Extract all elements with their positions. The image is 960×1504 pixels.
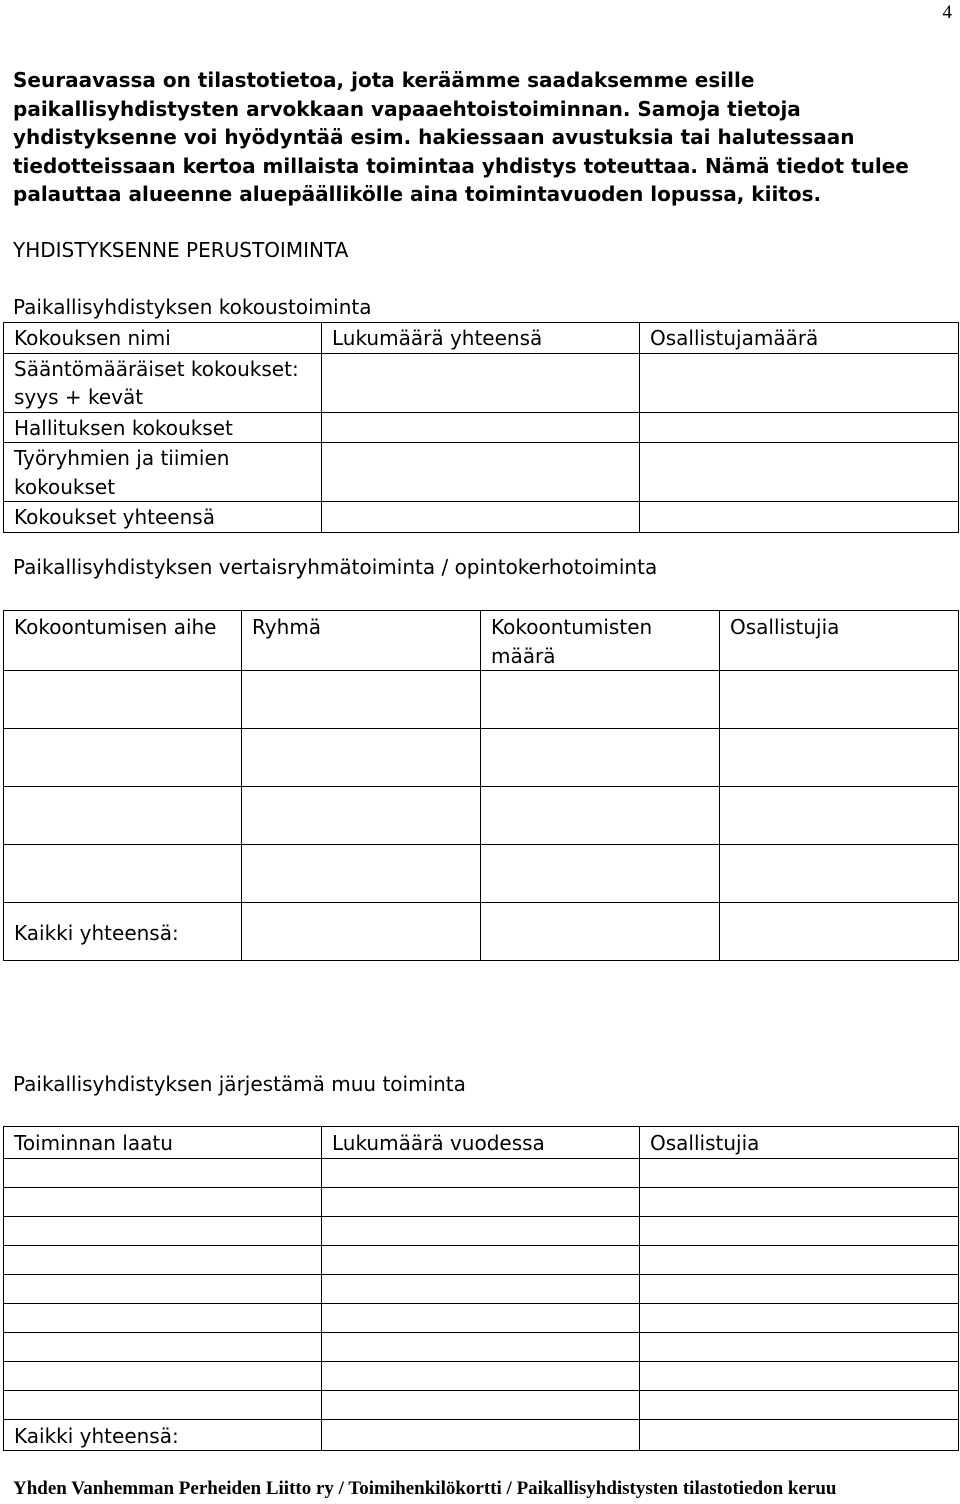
input-cell[interactable] <box>322 1187 640 1216</box>
column-header: Osallistujia <box>720 611 959 671</box>
input-cell[interactable] <box>720 729 959 787</box>
table-row <box>4 1274 959 1303</box>
input-cell[interactable] <box>242 671 481 729</box>
input-cell[interactable] <box>720 845 959 903</box>
input-cell[interactable] <box>640 1274 959 1303</box>
row-label: Hallituksen kokoukset <box>4 412 322 443</box>
table-row <box>4 671 959 729</box>
other-activities-table <box>3 1126 959 1451</box>
peer-groups-table <box>3 610 959 961</box>
table-row <box>4 1361 959 1390</box>
input-cell[interactable] <box>640 1419 959 1451</box>
row-label: Sääntömääräiset kokoukset: syys + kevät <box>4 353 322 412</box>
input-cell[interactable] <box>481 787 720 845</box>
input-cell[interactable] <box>242 729 481 787</box>
table-total-row <box>4 903 959 961</box>
input-cell[interactable] <box>322 1158 640 1187</box>
input-cell[interactable] <box>640 1303 959 1332</box>
column-header: Toiminnan laatu <box>4 1127 322 1159</box>
input-cell[interactable] <box>4 1390 322 1419</box>
input-cell[interactable] <box>4 1332 322 1361</box>
input-cell[interactable] <box>4 1158 322 1187</box>
table-row <box>4 1390 959 1419</box>
total-label: Kaikki yhteensä: <box>4 903 242 961</box>
intro-paragraph <box>13 66 948 209</box>
column-header: Ryhmä <box>242 611 481 671</box>
count-cell[interactable] <box>322 412 640 443</box>
table-header-row <box>4 323 959 354</box>
table-row <box>4 353 959 412</box>
input-cell[interactable] <box>242 845 481 903</box>
input-cell[interactable] <box>720 671 959 729</box>
input-cell[interactable] <box>242 903 481 961</box>
row-label: Työryhmien ja tiimien kokoukset <box>4 443 322 502</box>
input-cell[interactable] <box>4 1245 322 1274</box>
table-row <box>4 1187 959 1216</box>
table-row <box>4 1332 959 1361</box>
input-cell[interactable] <box>4 1361 322 1390</box>
input-cell[interactable] <box>4 845 242 903</box>
column-header: Osallistujamäärä <box>640 323 959 354</box>
input-cell[interactable] <box>322 1390 640 1419</box>
intro-line: yhdistyksenne voi hyödyntää esim. hakiessaan avustuksia tai halutessaan <box>13 125 855 150</box>
input-cell[interactable] <box>640 1216 959 1245</box>
row-label: Kokoukset yhteensä <box>4 502 322 533</box>
table-total-row <box>4 1419 959 1451</box>
table-row <box>4 1158 959 1187</box>
input-cell[interactable] <box>640 1187 959 1216</box>
column-header: Osallistujia <box>640 1127 959 1159</box>
participants-cell[interactable] <box>640 443 959 502</box>
intro-line: tiedotteissaan kertoa millaista toimintaa yhdistys toteuttaa. Nämä tiedot tulee <box>13 153 909 178</box>
table-row <box>4 845 959 903</box>
count-cell[interactable] <box>322 443 640 502</box>
input-cell[interactable] <box>4 729 242 787</box>
intro-line: paikallisyhdistysten arvokkaan vapaaehtoistoiminnan. Samoja tietoja <box>13 96 801 121</box>
input-cell[interactable] <box>481 845 720 903</box>
input-cell[interactable] <box>640 1245 959 1274</box>
input-cell[interactable] <box>640 1390 959 1419</box>
participants-cell[interactable] <box>640 502 959 533</box>
page-footer: Yhden Vanhemman Perheiden Liitto ry / Toimihenkilökortti / Paikallisyhdistysten tilastotiedon keruu <box>13 1478 837 1499</box>
total-label: Kaikki yhteensä: <box>4 1419 322 1451</box>
intro-line: palauttaa alueenne aluepäällikölle aina toimintavuoden lopussa, kiitos. <box>13 182 822 207</box>
table-row <box>4 502 959 533</box>
table-header-row <box>4 1127 959 1159</box>
table-row <box>4 443 959 502</box>
input-cell[interactable] <box>481 729 720 787</box>
section-title: YHDISTYKSENNE PERUSTOIMINTA <box>13 238 349 262</box>
column-header: Kokoontumisten määrä <box>481 611 720 671</box>
input-cell[interactable] <box>4 1303 322 1332</box>
input-cell[interactable] <box>322 1361 640 1390</box>
input-cell[interactable] <box>481 671 720 729</box>
input-cell[interactable] <box>4 787 242 845</box>
table-row <box>4 1245 959 1274</box>
intro-line: Seuraavassa on tilastotietoa, jota keräämme saadaksemme esille <box>13 68 755 92</box>
page-number: 4 <box>942 2 952 23</box>
input-cell[interactable] <box>322 1303 640 1332</box>
participants-cell[interactable] <box>640 353 959 412</box>
meetings-table <box>3 322 959 533</box>
table-header-row <box>4 611 959 671</box>
input-cell[interactable] <box>322 1216 640 1245</box>
input-cell[interactable] <box>481 903 720 961</box>
table-row <box>4 1216 959 1245</box>
input-cell[interactable] <box>640 1361 959 1390</box>
column-header: Kokoontumisen aihe <box>4 611 242 671</box>
count-cell[interactable] <box>322 353 640 412</box>
input-cell[interactable] <box>322 1274 640 1303</box>
column-header: Kokouksen nimi <box>4 323 322 354</box>
column-header: Lukumäärä vuodessa <box>322 1127 640 1159</box>
peer-groups-table-title: Paikallisyhdistyksen vertaisryhmätoiminta / opintokerhotoiminta <box>13 555 658 579</box>
input-cell[interactable] <box>322 1419 640 1451</box>
table-row <box>4 412 959 443</box>
input-cell[interactable] <box>640 1158 959 1187</box>
input-cell[interactable] <box>640 1332 959 1361</box>
input-cell[interactable] <box>4 1216 322 1245</box>
table-row <box>4 1303 959 1332</box>
table-row <box>4 787 959 845</box>
other-activities-table-title: Paikallisyhdistyksen järjestämä muu toiminta <box>13 1072 466 1096</box>
table-row <box>4 729 959 787</box>
input-cell[interactable] <box>322 1245 640 1274</box>
participants-cell[interactable] <box>640 412 959 443</box>
input-cell[interactable] <box>322 1332 640 1361</box>
input-cell[interactable] <box>720 787 959 845</box>
count-cell[interactable] <box>322 502 640 533</box>
meetings-table-title: Paikallisyhdistyksen kokoustoiminta <box>13 295 372 319</box>
column-header: Lukumäärä yhteensä <box>322 323 640 354</box>
input-cell[interactable] <box>242 787 481 845</box>
input-cell[interactable] <box>720 903 959 961</box>
input-cell[interactable] <box>4 1187 322 1216</box>
input-cell[interactable] <box>4 671 242 729</box>
input-cell[interactable] <box>4 1274 322 1303</box>
